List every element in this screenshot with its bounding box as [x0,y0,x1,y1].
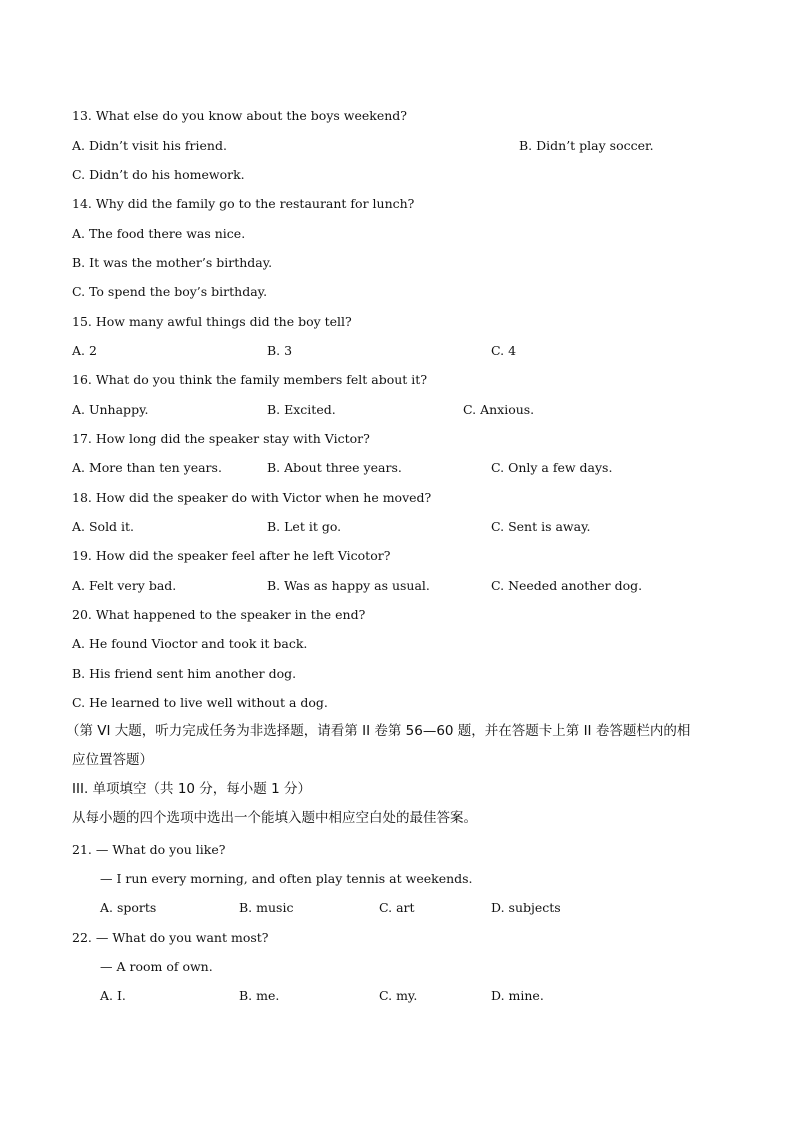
question-21: 21. — What do you like? [72,842,226,857]
q20-option-b: B. His friend sent him another dog. [72,666,297,681]
q13-option-a: A. Didn’t visit his friend. [72,138,227,153]
q17-option-a: A. More than ten years. [72,460,222,475]
q19-option-b: B. Was as happy as usual. [267,578,430,593]
question-13: 13. What else do you know about the boys weekend? [72,108,407,123]
question-17: 17. How long did the speaker stay with Victor? [72,431,370,446]
q22-option-c: C. my. [379,988,418,1003]
q22-response: — A room of own. [100,959,213,974]
q13-option-c: C. Didn’t do his homework. [72,167,245,182]
q18-option-b: B. Let it go. [267,519,342,534]
q15-option-b: B. 3 [267,343,293,358]
question-15: 15. How many awful things did the boy tell? [72,314,352,329]
q20-option-c: C. He learned to live well without a dog. [72,695,328,710]
q13-option-b: B. Didn’t play soccer. [519,138,654,153]
question-16: 16. What do you think the family members felt about it? [72,372,428,387]
q14-option-a: A. The food there was nice. [72,226,246,241]
q15-option-c: C. 4 [491,343,517,358]
q14-option-b: B. It was the mother’s birthday. [72,255,273,270]
q22-option-d: D. mine. [491,988,544,1003]
q20-option-a: A. He found Vioctor and took it back. [72,636,308,651]
q16-option-b: B. Excited. [267,402,336,417]
q18-option-c: C. Sent is away. [491,519,591,534]
q18-option-a: A. Sold it. [72,519,135,534]
question-20: 20. What happened to the speaker in the end? [72,607,366,622]
q19-option-a: A. Felt very bad. [72,578,177,593]
q15-option-a: A. 2 [72,343,97,358]
q21-option-a: A. sports [100,900,157,915]
q21-option-c: C. art [379,900,415,915]
question-22: 22. — What do you want most? [72,930,269,945]
q16-option-c: C. Anxious. [463,402,535,417]
q21-option-b: B. music [239,900,294,915]
section-heading: III. 单项填空（共 10 分，每小题 1 分） [72,781,311,797]
q19-option-c: C. Needed another dog. [491,578,643,593]
question-19: 19. How did the speaker feel after he left Vicotor? [72,548,391,563]
q21-response: — I run every morning, and often play tennis at weekends. [100,871,473,886]
q21-option-d: D. subjects [491,900,561,915]
question-14: 14. Why did the family go to the restaurant for lunch? [72,196,415,211]
q17-option-b: B. About three years. [267,460,402,475]
q22-option-b: B. me. [239,988,280,1003]
q22-option-a: A. I. [100,988,126,1003]
q14-option-c: C. To spend the boy’s birthday. [72,284,268,299]
q16-option-a: A. Unhappy. [72,402,149,417]
section-instructions: 从每小题的四个选项中选出一个能填入题中相应空白处的最佳答案。 [72,810,477,826]
q17-option-c: C. Only a few days. [491,460,613,475]
question-18: 18. How did the speaker do with Victor when he moved? [72,490,432,505]
listening-note-line-1: （第 VI 大题，听力完成任务为非选择题，请看第 II 卷第 56—60 题，并在答题卡上第 II 卷答题栏内的相 [66,723,691,739]
listening-note-line-2: 应位置答题） [72,752,153,768]
